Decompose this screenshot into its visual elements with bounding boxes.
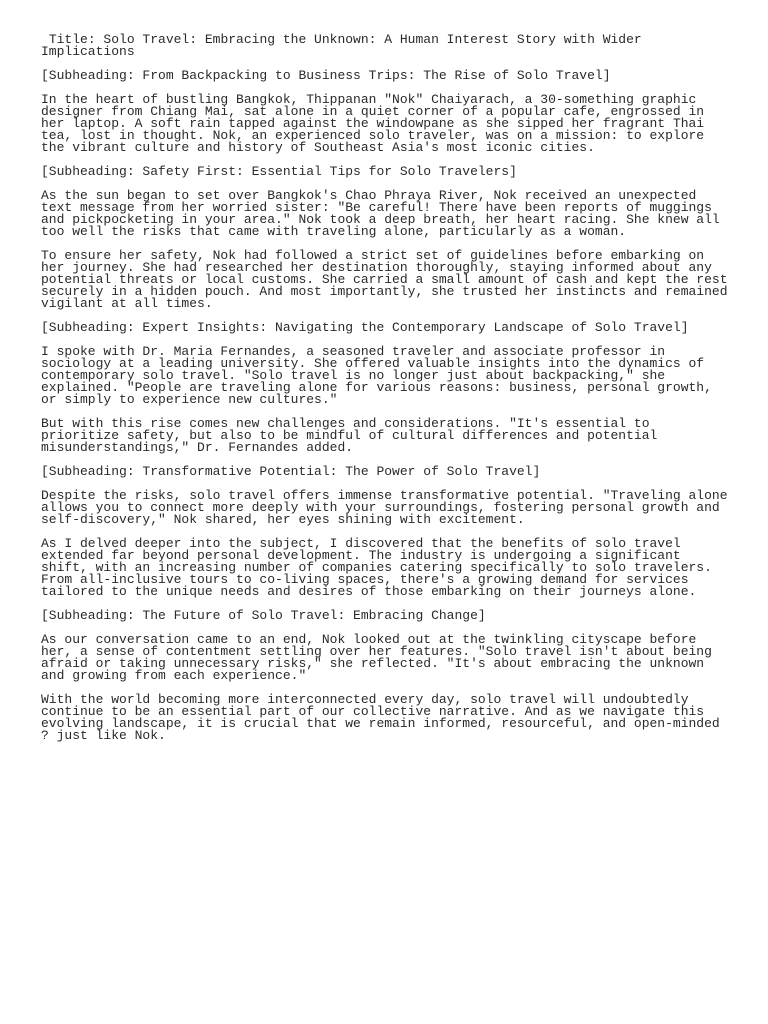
- subheading-transformative-potential: [Subheading: Transformative Potential: The Power of Solo Travel]: [41, 464, 541, 479]
- paragraph: But with this rise comes new challenges and considerations. "It's essential to prioritize safety, but also to be mindful of cultural differences and potential misunderstandings," Dr. Fernandes added.: [41, 416, 666, 455]
- paragraph: As the sun began to set over Bangkok's Chao Phraya River, Nok received an unexpected text message from her worried sister: "Be careful! There have been reports of muggings and pickpocketing in your area." Nok took a deep breath, her heart racing. She knew all too well the risks that came with traveling alone, particularly as a woman.: [41, 188, 728, 239]
- subheading-future-of-solo-travel: [Subheading: The Future of Solo Travel: Embracing Change]: [41, 608, 486, 623]
- subheading-rise-of-solo-travel: [Subheading: From Backpacking to Business Trips: The Rise of Solo Travel]: [41, 68, 611, 83]
- subheading-safety-first: [Subheading: Safety First: Essential Tips for Solo Travelers]: [41, 164, 517, 179]
- paragraph: As I delved deeper into the subject, I discovered that the benefits of solo travel extended far beyond personal development. The industry is undergoing a significant shift, with an increasing number of companies catering specifically to solo travelers. From all-inclusive tours to co-living spaces, there's a growing demand for services tailored to the unique needs and desires of those embarking on their journeys alone.: [41, 536, 720, 599]
- paragraph: With the world becoming more interconnected every day, solo travel will undoubtedly continue to be an essential part of our collective narrative. And as we navigate this evolving landscape, it is crucial that we remain informed, resourceful, and open-minded ? just like Nok.: [41, 692, 728, 743]
- paragraph: I spoke with Dr. Maria Fernandes, a seasoned traveler and associate professor in sociology at a leading university. She offered valuable insights into the dynamics of contemporary solo travel. "Solo travel is no longer just about backpacking," she explained. "People are traveling alone for various reasons: business, personal growth, or simply to experience new cultures.": [41, 344, 720, 407]
- document-title: Title: Solo Travel: Embracing the Unknown: A Human Interest Story with Wider Implications: [41, 32, 650, 59]
- subheading-expert-insights: [Subheading: Expert Insights: Navigating the Contemporary Landscape of Solo Travel]: [41, 320, 689, 335]
- paragraph: To ensure her safety, Nok had followed a strict set of guidelines before embarking on her journey. She had researched her destination thoroughly, staying informed about any potential threats or local customs. She carried a small amount of cash and kept the rest securely in a hidden pouch. And most importantly, she trusted her instincts and remained vigilant at all times.: [41, 248, 736, 311]
- paragraph: In the heart of bustling Bangkok, Thippanan "Nok" Chaiyarach, a 30-something graphic designer from Chiang Mai, sat alone in a quiet corner of a popular cafe, engrossed in her laptop. A soft rain tapped against the windowpane as she sipped her fragrant Thai tea, lost in thought. Nok, an experienced solo traveler, was on a mission: to explore the vibrant culture and history of Southeast Asia's most iconic cities.: [41, 92, 712, 155]
- paragraph: As our conversation came to an end, Nok looked out at the twinkling cityscape before her, a sense of contentment settling over her features. "Solo travel isn't about being afraid or taking unnecessary risks," she reflected. "It's about embracing the unknown and growing from each experience.": [41, 632, 720, 683]
- paragraph: Despite the risks, solo travel offers immense transformative potential. "Traveling alone allows you to connect more deeply with your surroundings, fostering personal growth and self-discovery," Nok shared, her eyes shining with excitement.: [41, 488, 736, 527]
- document-body: [41, 32, 736, 754]
